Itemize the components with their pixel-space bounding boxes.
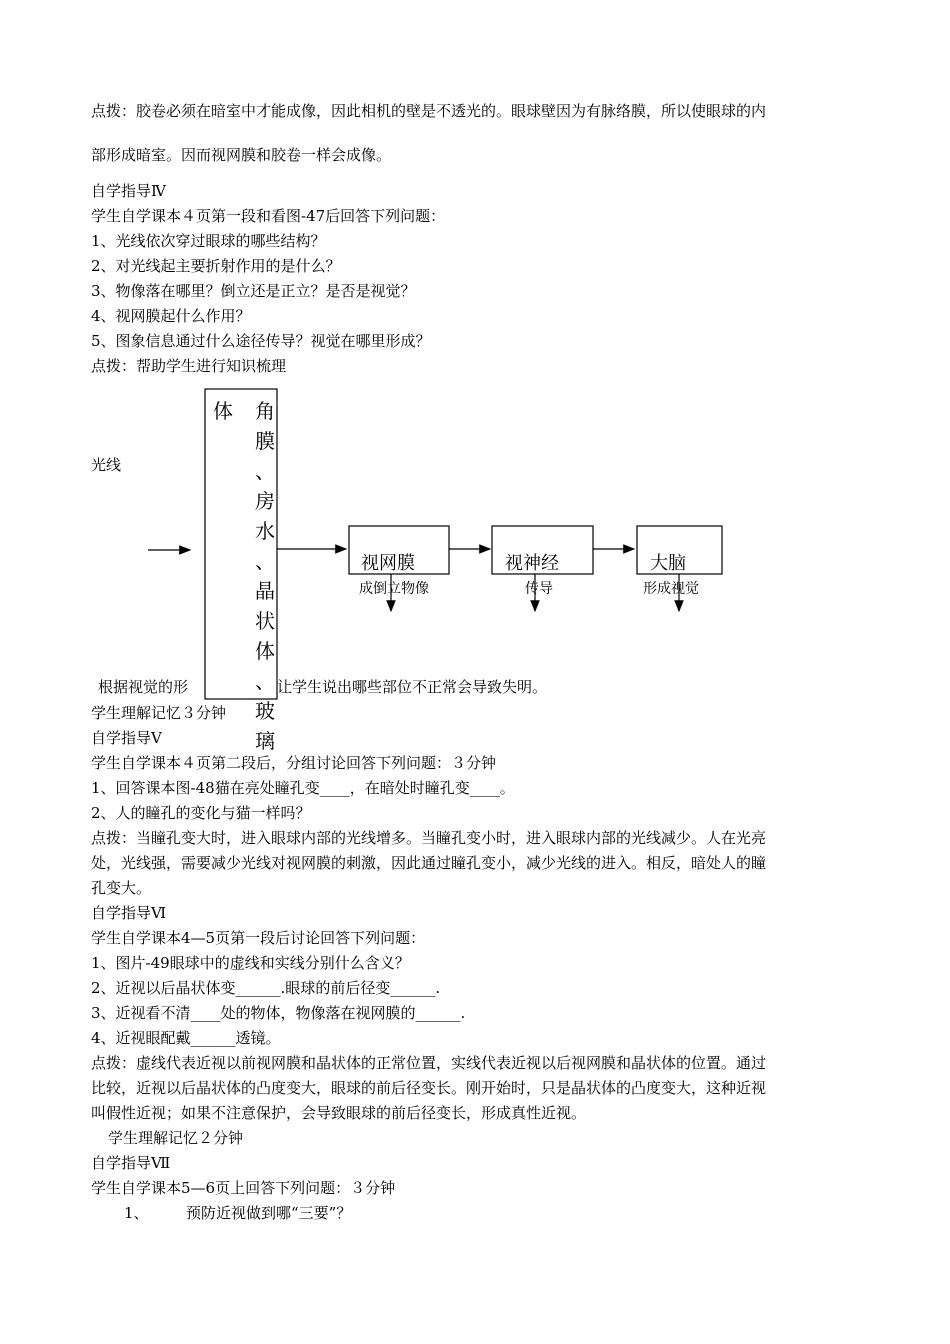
section-intro: 学生自学课本４页第二段后，分组讨论回答下列问题：３分钟: [91, 754, 497, 772]
memo-line: 学生理解记忆２分钟: [108, 1129, 244, 1147]
section-heading: 自学指导Ⅳ: [91, 182, 166, 200]
tip-line: 点拨：当瞳孔变大时，进入眼球内部的光线增多。当瞳孔变小时，进入眼球内部的光线减少。人在光亮: [91, 829, 767, 847]
diagram-light-label: 光线: [91, 456, 122, 474]
section-intro: 学生自学课本４页第一段和看图-47后回答下列问题：: [91, 207, 446, 225]
question: 3、物像落在哪里？倒立还是正立？是否是视觉？: [91, 282, 416, 300]
question: 预防近视做到哪“三要”？: [186, 1204, 352, 1222]
structure-char: 、: [255, 549, 275, 573]
structure-char: 玻: [255, 699, 275, 723]
tip-line: 孔变大。: [91, 879, 152, 897]
nerve-caption: 传导: [525, 581, 553, 597]
tip-line: 部形成暗室。因而视网膜和胶卷一样会成像。: [91, 146, 392, 164]
tip-line: 点拨：虚线代表近视以前视网膜和晶状体的正常位置，实线代表近视以后视网膜和晶状体的位置。通过: [91, 1054, 767, 1072]
question: 3、近视看不清____处的物体，物像落在视网膜的______.: [91, 1004, 466, 1022]
question: 5、图象信息通过什么途径传导？视觉在哪里形成？: [91, 332, 431, 350]
structure-char: 水: [255, 519, 275, 543]
structure-char: 、: [255, 669, 275, 693]
brain-label: 大脑: [650, 553, 686, 574]
structure-char: 晶: [255, 579, 275, 603]
question: 1、图片-49眼球中的虚线和实线分别什么含义？: [91, 954, 410, 972]
question: 2、人的瞳孔的变化与猫一样吗？: [91, 804, 311, 822]
structure-char: 膜: [255, 429, 275, 453]
section-heading: 自学指导Ⅶ: [91, 1154, 171, 1172]
question: 2、对光线起主要折射作用的是什么？: [91, 257, 341, 275]
structure-char: 璃: [255, 729, 275, 753]
optic-nerve-label: 视神经: [505, 553, 559, 574]
memo-line: 学生理解记忆３分钟: [91, 704, 227, 722]
section-intro: 学生自学课本4—5页第一段后讨论回答下列问题：: [91, 929, 426, 947]
retina-label: 视网膜: [361, 553, 415, 574]
question: 1、光线依次穿过眼球的哪些结构？: [91, 232, 326, 250]
question: 2、近视以后晶状体变______.眼球的前后径变______.: [91, 979, 441, 997]
tip-line: 处，光线强，需要减少光线对视网膜的刺激，因此通过瞳孔变小，减少光线的进入。相反，暗处人的瞳: [91, 854, 767, 872]
question: 1、回答课本图-48猫在亮处瞳孔变____，在暗处时瞳孔变____。: [91, 779, 515, 797]
tip-line: 比较，近视以后晶状体的凸度变大，眼球的前后径变长。刚开始时，只是晶状体的凸度变大，这种近视: [91, 1079, 767, 1097]
structure-char: 房: [255, 489, 275, 513]
structure-text-col1: 体: [213, 399, 233, 423]
structure-char: 状: [255, 609, 275, 633]
question-number: 1、: [124, 1204, 149, 1222]
tip-line: 点拨：帮助学生进行知识梳理: [91, 357, 287, 375]
retina-caption: 成倒立物像: [359, 581, 429, 597]
section-intro: 学生自学课本5—6页上回答下列问题：３分钟: [91, 1179, 396, 1197]
question: 4、视网膜起什么作用？: [91, 307, 251, 325]
structure-text-col2: [254, 396, 276, 756]
tip-line: 点拨：胶卷必须在暗室中才能成像，因此相机的壁是不透光的。眼球壁因为有脉络膜，所以使眼球的内: [91, 102, 767, 120]
tip-line: 叫假性近视；如果不注意保护，会导致眼球的前后径变长，形成真性近视。: [91, 1104, 587, 1122]
section-heading: 自学指导Ⅴ: [91, 729, 162, 747]
structure-char: 角: [255, 399, 275, 423]
structure-char: 体: [255, 639, 275, 663]
text-fragment: 让学生说出哪些部位不正常会导致失明。: [277, 678, 548, 696]
structure-char: 、: [255, 459, 275, 483]
brain-caption: 形成视觉: [643, 581, 699, 597]
question: 4、近视眼配戴______透镜。: [91, 1029, 281, 1047]
section-heading: 自学指导Ⅵ: [91, 904, 167, 922]
text-fragment: 根据视觉的形: [98, 678, 189, 696]
